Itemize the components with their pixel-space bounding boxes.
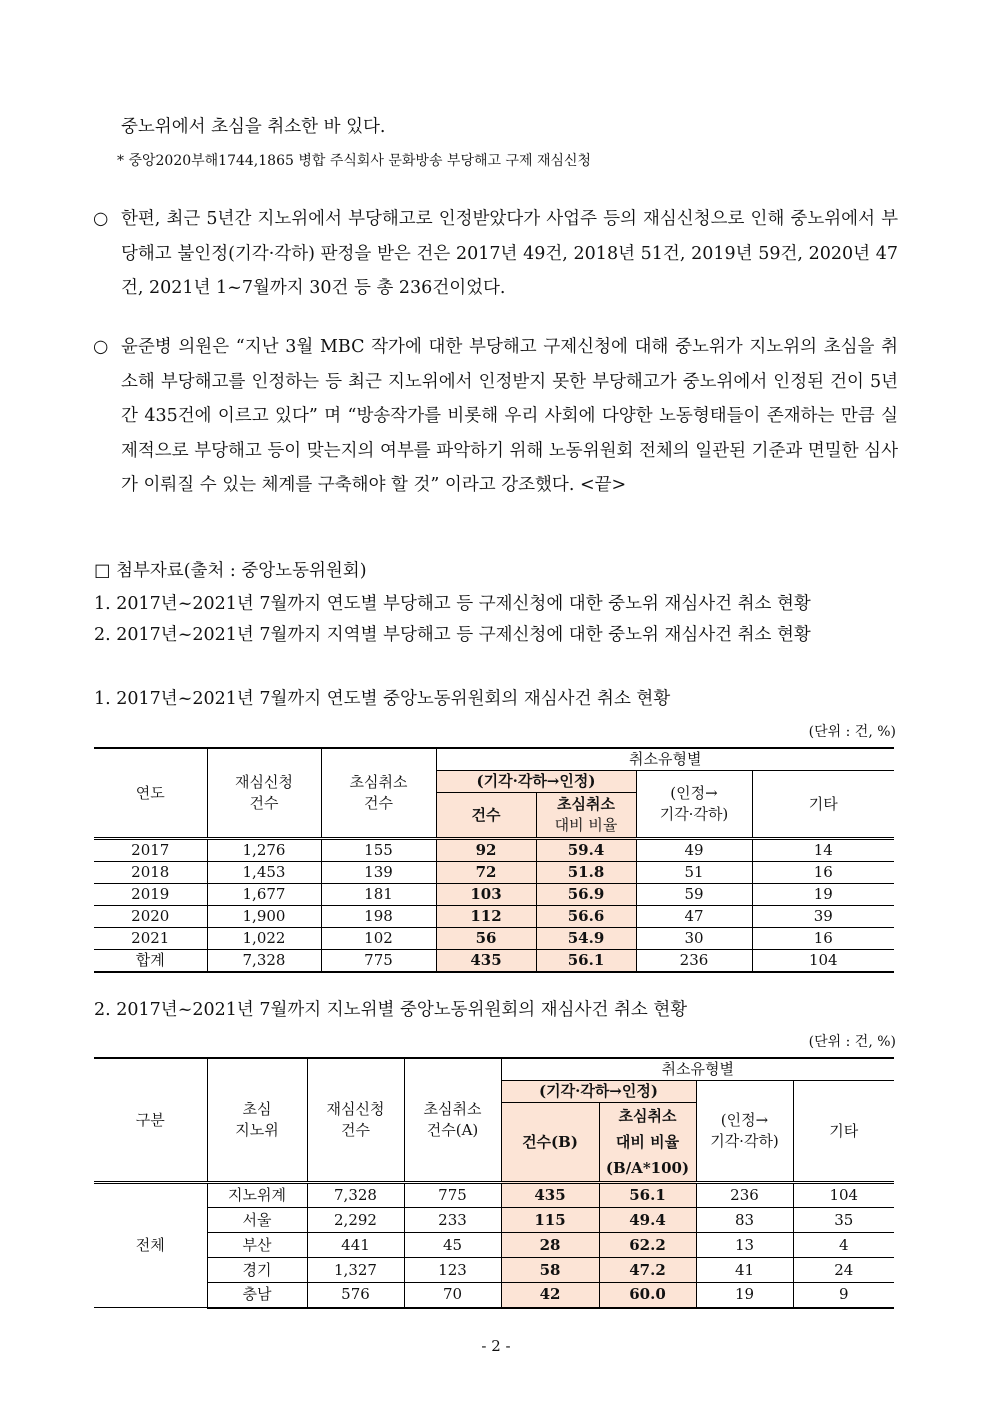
header-etc: 기타 [793,1081,894,1183]
attachment-item-1: 1. 2017년~2021년 7월까지 연도별 부당해고 등 구제신청에 대한 중노위 재심사건 취소 현황 [94,594,811,614]
table-row: 경기 1,327 123 58 47.2 41 24 [94,1258,894,1283]
header-ratio: 초심취소 대비 비율 [536,793,636,839]
attachments-heading: □ 첨부자료(출처 : 중앙노동위원회) [94,561,367,581]
header-count: 건수(B) [501,1103,599,1183]
continued-line: 중노위에서 초심을 취소한 바 있다. [121,117,386,137]
paragraph-2 [93,330,898,503]
header-dismiss-to-accept: (기각·각하→인정) [436,771,636,793]
table2 [94,1057,894,1309]
header-group: 구분 [94,1058,207,1183]
table-row: 2020 1,900 198 112 56.6 47 39 [94,906,894,928]
header-appeal: 재심신청 건수 [307,1058,404,1183]
table-row: 2021 1,022 102 56 54.9 30 16 [94,928,894,950]
circle-bullet-icon: ○ [93,209,109,229]
header-accept-to-dismiss: (인정→ 기각·각하) [696,1081,793,1183]
header-appeal: 재심신청 건수 [207,748,321,839]
paragraph-1-text: 한편, 최근 5년간 지노위에서 부당해고로 인정받았다가 사업주 등의 재심신청으로 인해 중노위에서 부당해고 불인정(기각·각하) 판정을 받은 건은 2017년 49건, 2018년 51건, 2019년 59건, 2020년 47건, 2021년 1~7월까지 30건 등 총 236건이었다. [121,209,898,298]
header-accept-to-dismiss: (인정→ 기각·각하) [636,771,752,839]
group-label: 전체 [94,1183,207,1308]
table-row: 충남 576 70 42 60.0 19 9 [94,1283,894,1308]
header-dismiss-to-accept: (기각·각하→인정) [501,1081,696,1103]
header-origin: 초심 지노위 [207,1058,307,1183]
attachment-item-2: 2. 2017년~2021년 7월까지 지역별 부당해고 등 구제신청에 대한 중노위 재심사건 취소 현황 [94,625,811,645]
header-year: 연도 [94,748,207,839]
paragraph-2-text: 윤준병 의원은 “지난 3월 MBC 작가에 대한 부당해고 구제신청에 대해 중노위가 지노위의 초심을 취소해 부당해고를 인정하는 등 최근 지노위에서 인정받지 못한 부당해고가 중노위에서 인정된 건이 5년간 435건에 이르고 있다” 며 “방송작가를 비롯해 우리 사회에 다양한 노동형태들이 존재하는 만큼 실제적으로 부당해고 등이 맞는지의 여부를 파악하기 위해 노동위원회 전체의 일관된 기준과 면밀한 심사가 이뤄질 수 있는 체계를 구축해야 할 것” 이라고 강조했다. <끝> [121,337,898,495]
header-by-type: 취소유형별 [436,748,894,771]
table-row: 2019 1,677 181 103 56.9 59 19 [94,884,894,906]
header-ratio: 초심취소 대비 비율 (B/A*100) [599,1103,696,1183]
header-etc: 기타 [752,771,894,839]
header-cancel: 초심취소 건수 [321,748,436,839]
table2-title: 2. 2017년~2021년 7월까지 지노위별 중앙노동위원회의 재심사건 취소 현황 [94,1000,688,1020]
header-cancel: 초심취소 건수(A) [404,1058,501,1183]
table-row: 서울 2,292 233 115 49.4 83 35 [94,1208,894,1233]
table1-title: 1. 2017년~2021년 7월까지 연도별 중앙노동위원회의 재심사건 취소 현황 [94,689,671,709]
circle-bullet-icon: ○ [93,337,109,357]
table-row: 부산 441 45 28 62.2 13 4 [94,1233,894,1258]
page-number: - 2 - [481,1337,511,1355]
table1-unit: (단위 : 건, %) [808,724,896,740]
table-row: 2018 1,453 139 72 51.8 51 16 [94,862,894,884]
header-by-type: 취소유형별 [501,1058,894,1081]
paragraph-1 [93,202,898,306]
header-count: 건수 [436,793,536,839]
table1 [94,747,894,973]
table-row: 2017 1,276 155 92 59.4 49 14 [94,839,894,862]
table-total-row: 합계 7,328 775 435 56.1 236 104 [94,950,894,973]
footnote: * 중앙2020부해1744,1865 병합 주식회사 문화방송 부당해고 구제 재심신청 [117,153,592,169]
table-row: 전체 지노위계 7,328 775 435 56.1 236 104 [94,1183,894,1208]
table2-unit: (단위 : 건, %) [808,1034,896,1050]
